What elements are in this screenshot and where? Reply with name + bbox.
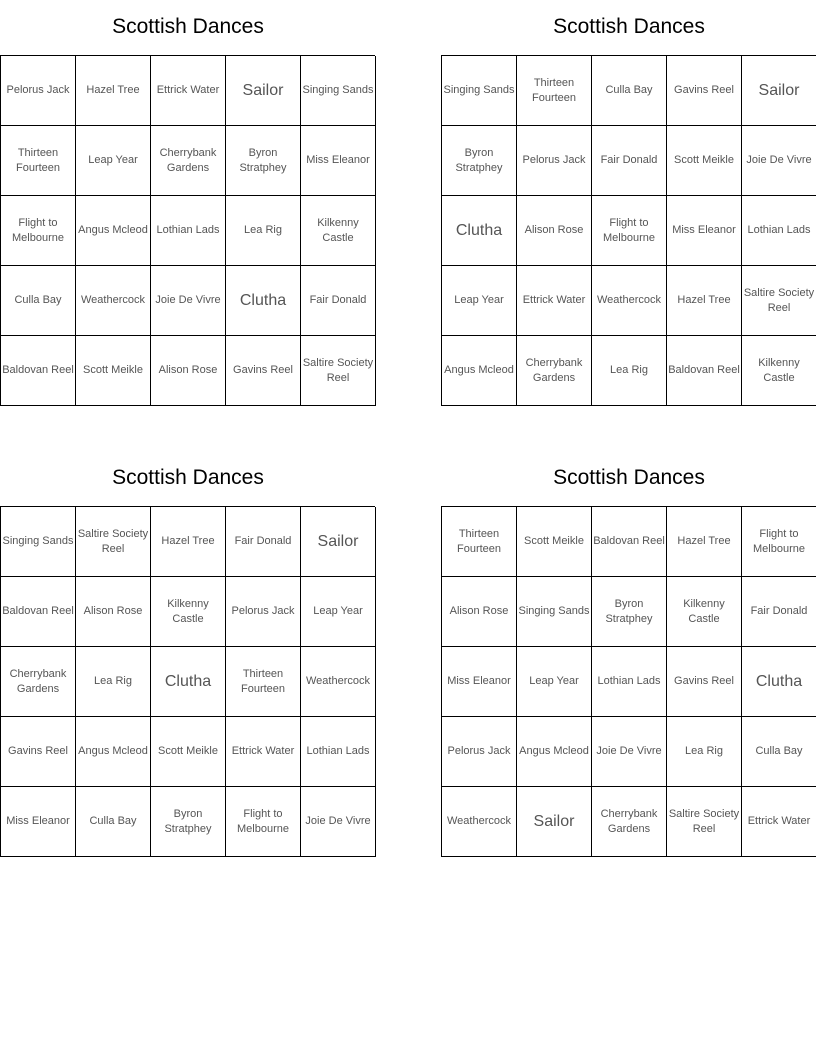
bingo-cell: Angus Mcleod (76, 196, 151, 266)
bingo-cell: Angus Mcleod (76, 717, 151, 787)
bingo-cell: Scott Meikle (151, 717, 226, 787)
bingo-cell: Pelorus Jack (226, 577, 301, 647)
bingo-cell: Saltire Society Reel (742, 266, 816, 336)
bingo-card-3 (0, 451, 376, 857)
bingo-cell: Flight to Melbourne (1, 196, 76, 266)
bingo-cell: Byron Stratphey (151, 787, 226, 857)
bingo-cell: Baldovan Reel (667, 336, 742, 406)
bingo-cell: Scott Meikle (517, 507, 592, 577)
bingo-cell: Kilkenny Castle (301, 196, 376, 266)
bingo-cell: Alison Rose (517, 196, 592, 266)
bingo-cell: Ettrick Water (517, 266, 592, 336)
bingo-cell: Kilkenny Castle (151, 577, 226, 647)
bingo-cell: Fair Donald (742, 577, 816, 647)
bingo-cell: Gavins Reel (667, 647, 742, 717)
bingo-cell: Sailor (301, 507, 376, 577)
bingo-cell: Ettrick Water (226, 717, 301, 787)
bingo-cell: Leap Year (517, 647, 592, 717)
bingo-grid (0, 55, 375, 406)
bingo-cell: Sailor (742, 56, 816, 126)
bingo-cell: Lea Rig (592, 336, 667, 406)
bingo-cell: Clutha (742, 647, 816, 717)
bingo-cell: Culla Bay (76, 787, 151, 857)
bingo-cell: Singing Sands (301, 56, 376, 126)
bingo-cell: Joie De Vivre (301, 787, 376, 857)
bingo-cell: Ettrick Water (742, 787, 816, 857)
bingo-card-1 (0, 0, 376, 406)
bingo-cell: Thirteen Fourteen (442, 507, 517, 577)
bingo-cell: Ettrick Water (151, 56, 226, 126)
bingo-cell: Leap Year (442, 266, 517, 336)
bingo-cell: Hazel Tree (667, 266, 742, 336)
bingo-grid (441, 55, 816, 406)
bingo-cell: Thirteen Fourteen (226, 647, 301, 717)
bingo-cell: Flight to Melbourne (592, 196, 667, 266)
bingo-cell: Angus Mcleod (517, 717, 592, 787)
card-title: Scottish Dances (553, 15, 705, 38)
bingo-cell: Miss Eleanor (667, 196, 742, 266)
bingo-cell: Miss Eleanor (442, 647, 517, 717)
bingo-cell: Clutha (442, 196, 517, 266)
bingo-cell: Gavins Reel (667, 56, 742, 126)
bingo-cell: Baldovan Reel (1, 336, 76, 406)
bingo-cell: Pelorus Jack (517, 126, 592, 196)
bingo-card-4 (441, 451, 816, 857)
bingo-cell: Saltire Society Reel (76, 507, 151, 577)
bingo-cell: Miss Eleanor (1, 787, 76, 857)
bingo-cell: Lothian Lads (592, 647, 667, 717)
bingo-cell: Singing Sands (517, 577, 592, 647)
bingo-cell: Leap Year (76, 126, 151, 196)
bingo-grid (0, 506, 375, 857)
bingo-cell: Baldovan Reel (592, 507, 667, 577)
bingo-cell: Miss Eleanor (301, 126, 376, 196)
bingo-card-2 (441, 0, 816, 406)
bingo-cell: Byron Stratphey (226, 126, 301, 196)
bingo-cell: Joie De Vivre (151, 266, 226, 336)
bingo-cell: Pelorus Jack (442, 717, 517, 787)
card-title: Scottish Dances (553, 466, 705, 489)
bingo-cell: Culla Bay (742, 717, 816, 787)
bingo-cell: Byron Stratphey (592, 577, 667, 647)
bingo-cell: Byron Stratphey (442, 126, 517, 196)
bingo-cell: Lothian Lads (742, 196, 816, 266)
bingo-cell: Lea Rig (76, 647, 151, 717)
bingo-cell: Kilkenny Castle (667, 577, 742, 647)
bingo-cell: Weathercock (76, 266, 151, 336)
bingo-cell: Alison Rose (442, 577, 517, 647)
bingo-cell: Lothian Lads (151, 196, 226, 266)
bingo-cell: Alison Rose (76, 577, 151, 647)
bingo-cell: Gavins Reel (226, 336, 301, 406)
bingo-cell: Fair Donald (301, 266, 376, 336)
bingo-cell: Fair Donald (592, 126, 667, 196)
bingo-cell: Thirteen Fourteen (517, 56, 592, 126)
bingo-cell: Scott Meikle (667, 126, 742, 196)
bingo-cell: Culla Bay (592, 56, 667, 126)
bingo-cell: Weathercock (442, 787, 517, 857)
bingo-cell: Gavins Reel (1, 717, 76, 787)
bingo-cell: Alison Rose (151, 336, 226, 406)
bingo-cell: Lothian Lads (301, 717, 376, 787)
bingo-cell: Pelorus Jack (1, 56, 76, 126)
bingo-cell: Hazel Tree (151, 507, 226, 577)
bingo-cell: Cherrybank Gardens (151, 126, 226, 196)
bingo-cell: Thirteen Fourteen (1, 126, 76, 196)
bingo-cell: Cherrybank Gardens (592, 787, 667, 857)
bingo-cell: Sailor (517, 787, 592, 857)
bingo-cell: Weathercock (301, 647, 376, 717)
bingo-cell: Baldovan Reel (1, 577, 76, 647)
bingo-cell: Scott Meikle (76, 336, 151, 406)
bingo-cell: Fair Donald (226, 507, 301, 577)
bingo-cell: Lea Rig (226, 196, 301, 266)
bingo-cell: Leap Year (301, 577, 376, 647)
bingo-cell: Cherrybank Gardens (1, 647, 76, 717)
bingo-cell: Joie De Vivre (742, 126, 816, 196)
card-title: Scottish Dances (112, 15, 264, 38)
bingo-cell: Singing Sands (1, 507, 76, 577)
bingo-cell: Kilkenny Castle (742, 336, 816, 406)
bingo-cell: Saltire Society Reel (301, 336, 376, 406)
bingo-cell: Sailor (226, 56, 301, 126)
bingo-cell: Flight to Melbourne (742, 507, 816, 577)
bingo-cell: Joie De Vivre (592, 717, 667, 787)
bingo-cell: Cherrybank Gardens (517, 336, 592, 406)
bingo-cell: Clutha (151, 647, 226, 717)
bingo-cell: Culla Bay (1, 266, 76, 336)
bingo-cell: Lea Rig (667, 717, 742, 787)
bingo-cell: Hazel Tree (667, 507, 742, 577)
card-title: Scottish Dances (112, 466, 264, 489)
bingo-cell: Singing Sands (442, 56, 517, 126)
bingo-cell: Weathercock (592, 266, 667, 336)
bingo-grid (441, 506, 816, 857)
bingo-cell: Flight to Melbourne (226, 787, 301, 857)
bingo-cell: Angus Mcleod (442, 336, 517, 406)
bingo-cell: Saltire Society Reel (667, 787, 742, 857)
bingo-cell: Hazel Tree (76, 56, 151, 126)
bingo-cell: Clutha (226, 266, 301, 336)
